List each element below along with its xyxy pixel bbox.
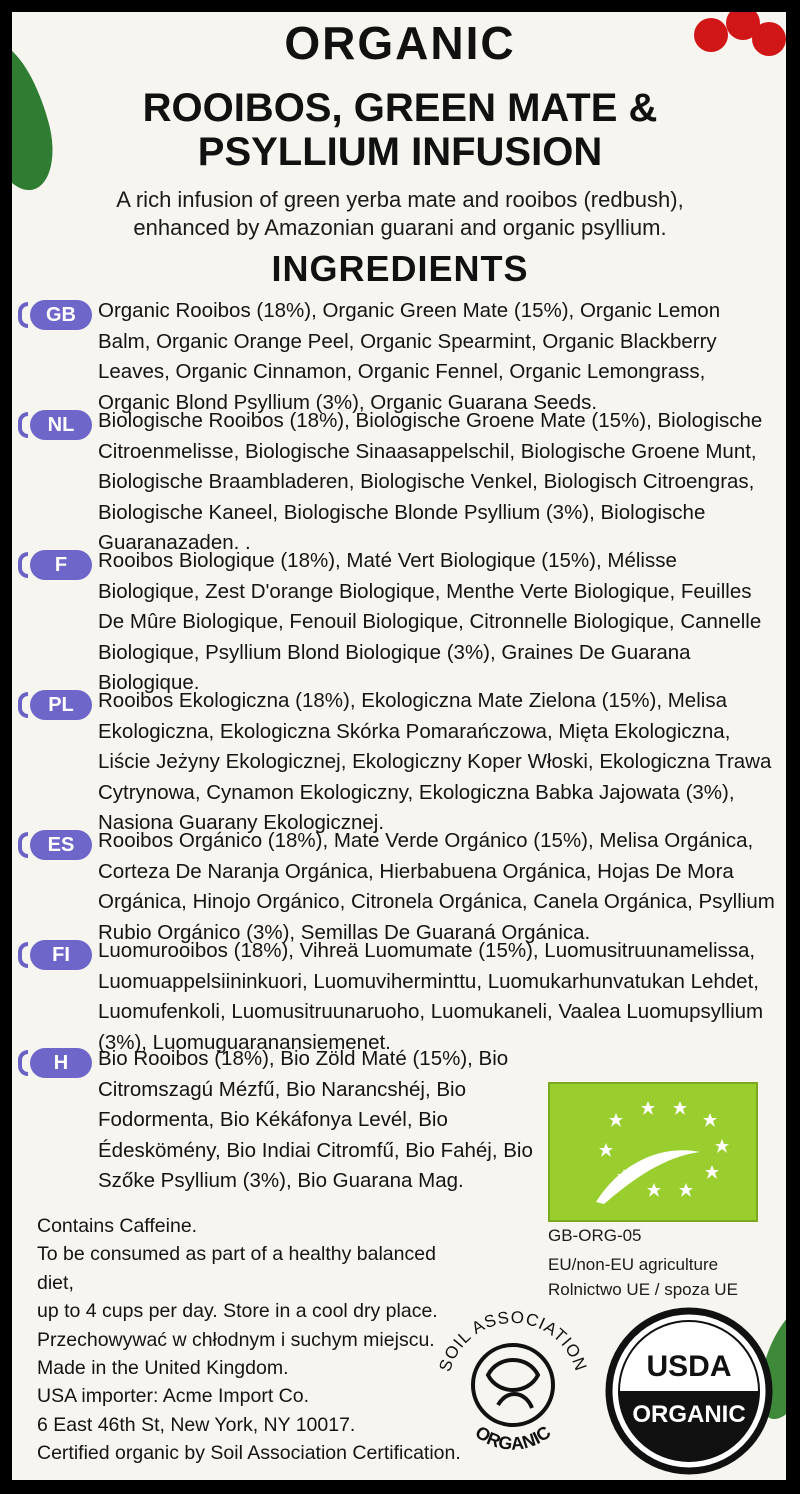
ingredients-text-nl: Biologische Rooibos (18%), Biologische Groene Mate (15%), Biologische Citroenmelisse, Biologische Sinaasappelschil, Biologische Groene Munt, Biologische Braambladeren, Biologische Venkel, Biologisch Citroengras, Biologische Kaneel, Biologische Blonde Psyllium (3%), Biologische Guaranazaden. . — [98, 409, 763, 554]
footer-line: Made in the United Kingdom. — [37, 1357, 289, 1380]
language-badge-gb — [18, 300, 94, 330]
footer-line: 6 East 46th St, New York, NY 10017. — [37, 1413, 356, 1436]
footer-line: Przechowywać w chłodnym i suchym miejscu. — [37, 1328, 435, 1351]
footer-line: Contains Caffeine. — [37, 1215, 198, 1237]
soil-association-organic-text: ORGANIC — [471, 1421, 555, 1454]
usda-text: USDA — [646, 1350, 732, 1383]
badge-arc-icon — [18, 832, 28, 858]
ingredients-heading: INGREDIENTS — [271, 248, 529, 289]
eu-certification-code: GB-ORG-05 — [548, 1226, 642, 1245]
language-code: H — [30, 1048, 92, 1078]
product-description — [0, 186, 800, 242]
ingredients-text-gb: Organic Rooibos (18%), Organic Green Mate (15%), Organic Lemon Balm, Organic Orange Peel, Organic Spearmint, Organic Blackberry Leaves, Organic Cinnamon, Organic Fennel, Organic Lemongrass, Organic Blond Psyllium (3%), Organic Guarana Seeds. — [98, 299, 721, 414]
badge-arc-icon — [18, 942, 28, 968]
description-line: A rich infusion of green yerba mate and rooibos (redbush), — [116, 187, 684, 212]
badge-arc-icon — [18, 692, 28, 718]
language-badge-nl — [18, 410, 94, 440]
eu-agriculture-line-pl: Rolnictwo UE / spoza UE — [548, 1280, 738, 1299]
language-code: F — [30, 550, 92, 580]
language-badge-fi — [18, 940, 94, 970]
badge-arc-icon — [18, 412, 28, 438]
ingredients-text-f: Rooibos Biologique (18%), Maté Vert Biologique (15%), Mélisse Biologique, Zest D'orange Biologique, Menthe Verte Biologique, Feuilles De Mûre Biologique, Fenouil Biologique, Citronnelle Biologique, Cannelle Biologique, Psyllium Blond Biologique (3%), Graines De Guarana Biologique. — [98, 549, 762, 694]
product-title-line2: PSYLLIUM INFUSION — [197, 130, 603, 174]
eu-organic-leaf-logo — [548, 1082, 758, 1222]
footer-line: Certified organic by Soil Association Certification. — [37, 1442, 461, 1465]
organic-heading: ORGANIC — [284, 17, 516, 69]
badge-arc-icon — [18, 302, 28, 328]
footer-line: up to 4 cups per day. Store in a cool dry place. — [37, 1300, 438, 1323]
eu-stars-leaf-icon — [550, 1084, 756, 1220]
soil-association-arc-text: SOIL ASSOCIATION — [435, 1307, 591, 1374]
eu-agriculture-line: EU/non-EU agriculture — [548, 1255, 719, 1274]
language-code: ES — [30, 830, 92, 860]
badge-arc-icon — [18, 552, 28, 578]
svg-text:SOIL ASSOCIATION — [435, 1308, 590, 1374]
badge-arc-icon — [18, 1050, 28, 1076]
language-badge-pl — [18, 690, 94, 720]
ingredients-text-es: Rooibos Orgánico (18%), Mate Verde Orgánico (15%), Melisa Orgánica, Corteza De Naranja Orgánica, Hierbabuena Orgánica, Hojas De Mora Orgánica, Hinojo Orgánico, Citronela Orgánica, Canela Orgánica, Psyllium Rubio Orgánico (3%), Semillas De Guaraná Orgánica. — [98, 829, 775, 944]
language-code: NL — [30, 410, 92, 440]
footer-notes — [37, 1212, 461, 1468]
language-badge-f — [18, 550, 94, 580]
usda-organic-logo — [604, 1306, 774, 1476]
language-code: PL — [30, 690, 92, 720]
ingredients-text-h: Bio Rooibos (18%), Bio Zöld Maté (15%), Bio Citromszagú Mézfű, Bio Narancshéj, Bio Fodormenta, Bio Kékáfonya Levél, Bio Édeskömény, Bio Indiai Citromfű, Bio Fahéj, Bio Szőke Psyllium (3%), Bio Guarana Mag. — [98, 1047, 533, 1192]
language-code: GB — [30, 300, 92, 330]
footer-line: USA importer: Acme Import Co. — [37, 1385, 310, 1408]
language-code: FI — [30, 940, 92, 970]
ingredients-text-fi: Luomurooibos (18%), Vihreä Luomumate (15%), Luomusitruunamelissa, Luomuappelsiininkuori, Luomuviherminttu, Luomukarhunvatukan Lehdet, Luomufenkoli, Luomusitruunaruoho, Luomukaneli, Vaalea Luomupsyllium (3%), Luomuguaranansiemenet. — [98, 939, 764, 1054]
product-title-line1: ROOIBOS, GREEN MATE & — [142, 86, 658, 130]
usda-organic-text: ORGANIC — [632, 1401, 746, 1428]
language-badge-h — [18, 1048, 94, 1078]
footer-line: To be consumed as part of a healthy balanced diet, — [37, 1243, 436, 1294]
ingredients-text-pl: Rooibos Ekologiczna (18%), Ekologiczna Mate Zielona (15%), Melisa Ekologiczna, Ekologiczna Skórka Pomarańczowa, Mięta Ekologiczna, Liście Jeżyny Ekologicznej, Ekologiczny Koper Włoski, Ekologiczna Trawa Cytrynowa, Cynamon Ekologiczny, Ekologiczna Babka Jajowata (3%), Nasiona Guarany Ekologicznej. — [98, 689, 772, 834]
description-line: enhanced by Amazonian guarani and organic psyllium. — [133, 215, 667, 240]
soil-association-logo — [428, 1300, 598, 1470]
language-badge-es — [18, 830, 94, 860]
